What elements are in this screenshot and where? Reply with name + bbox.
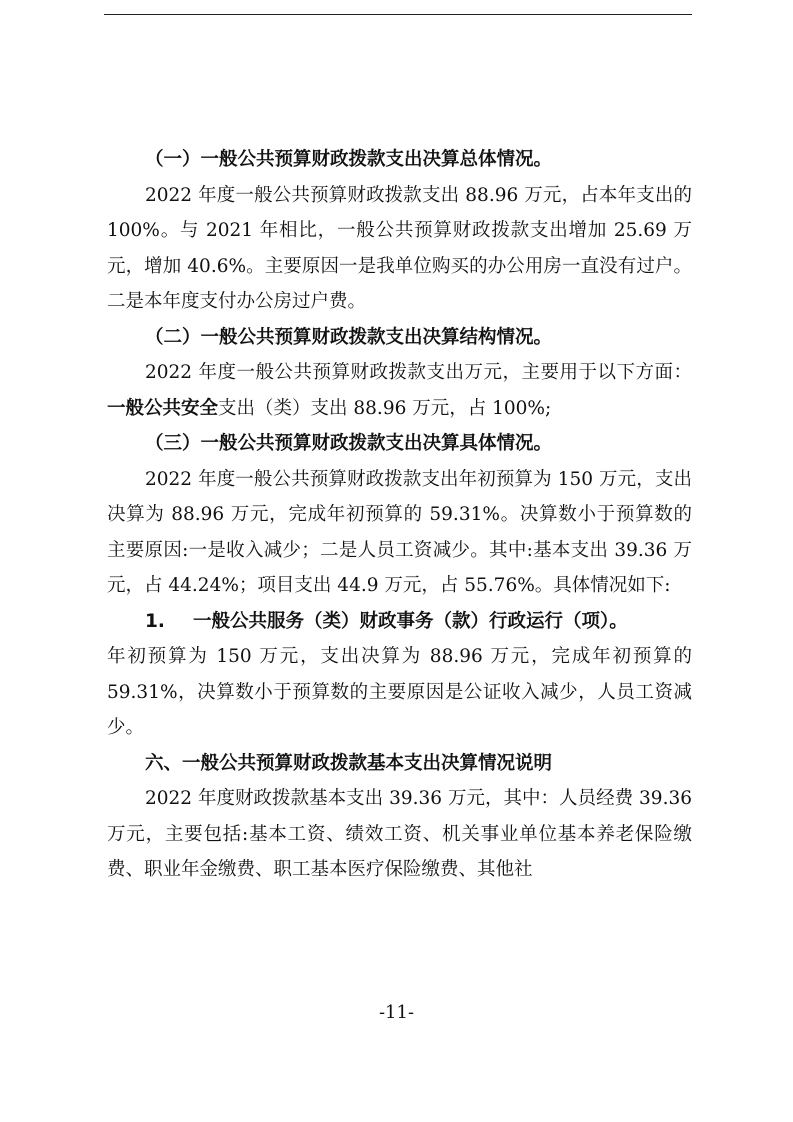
paragraph-2 [107, 355, 692, 426]
item-1-heading [107, 604, 692, 640]
paragraph-1: 2022 年度一般公共预算财政拨款支出 88.96 万元，占本年支出的 100%。与 2021 年相比，一般公共预算财政拨款支出增加 25.69 万元，增加 40.6%。主要原因一是我单位购买的办公用房一直没有过户。二是本年度支付办公房过户费。 [107, 184, 692, 312]
section-heading-2: （二）一般公共预算财政拨款支出决算结构情况。 [145, 326, 553, 348]
paragraph-4: 2022 年度财政拨款基本支出 39.36 万元，其中：人员经费 39.36 万元，主要包括:基本工资、绩效工资、机关事业单位基本养老保险缴费、职业年金缴费、职工基本医疗保险缴费、其他社 [107, 788, 692, 880]
item-1-text: 年初预算为 150 万元，支出决算为 88.96 万元，完成年初预算的 59.31%，决算数小于预算数的主要原因是公证收入减少，人员工资减少。 [107, 646, 692, 738]
paragraph-2-tail: 支出（类）支出 88.96 万元，占 100%; [218, 397, 552, 419]
paragraph-2-bold: 一般公共安全 [107, 397, 219, 419]
paragraph-2-lead: 2022 年度一般公共预算财政拨款支出万元，主要用于以下方面： [145, 362, 692, 383]
section-heading-4: 六、一般公共预算财政拨款基本支出决算情况说明 [145, 752, 553, 774]
section-heading-1: （一）一般公共预算财政拨款支出决算总体情况。 [145, 149, 553, 170]
item-1-title: 一般公共服务（类）财政事务（款）行政运行（项）。 [193, 610, 628, 632]
section-heading-3: （三）一般公共预算财政拨款支出决算具体情况。 [145, 433, 553, 454]
item-1-number: 1. [145, 610, 165, 632]
page-number: -11- [378, 1002, 415, 1023]
document-body [107, 142, 692, 888]
header-rule [104, 14, 692, 15]
paragraph-3: 2022 年度一般公共预算财政拨款支出年初预算为 150 万元，支出决算为 88.96 万元，完成年初预算的 59.31%。决算数小于预算数的主要原因:一是收入减少；二是人员工资减少。其中:基本支出 39.36 万元，占 44.24%；项目支出 44.9 万元，占 55.76%。具体情况如下: [107, 468, 692, 596]
